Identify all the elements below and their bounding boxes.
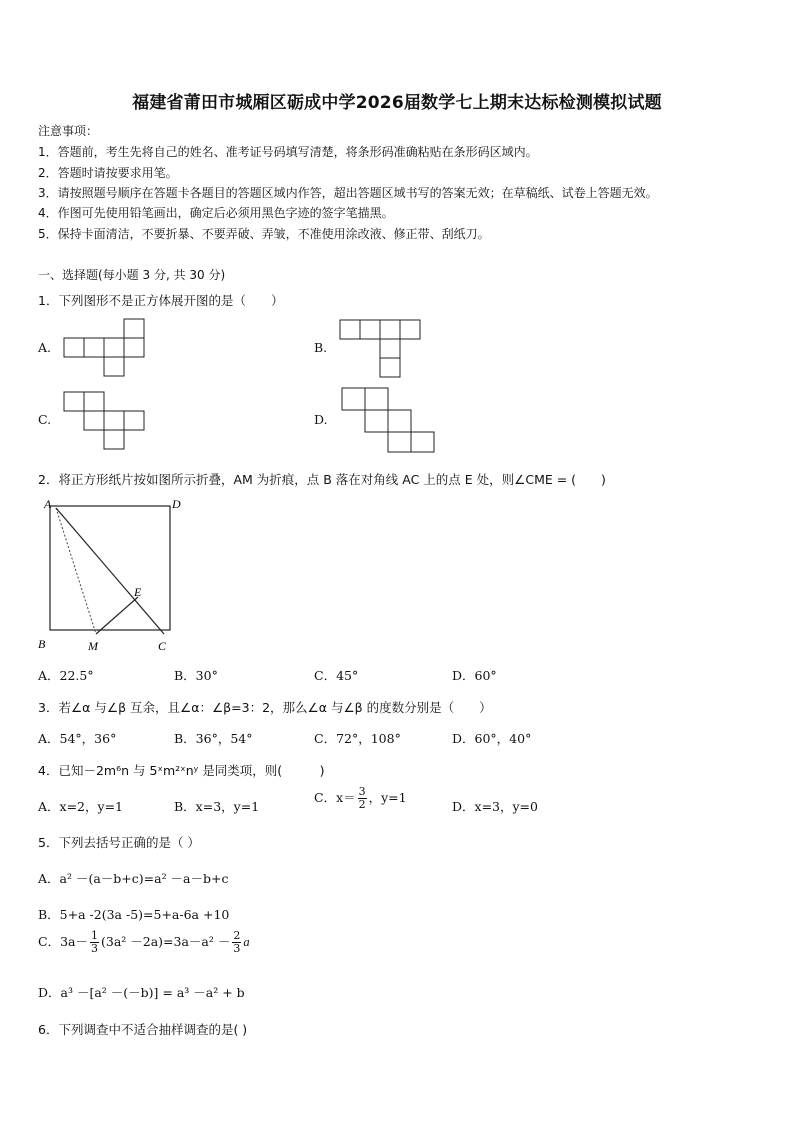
q4-option-d: D．x=3，y=0 (452, 799, 538, 814)
notice-item: 2．答题时请按要求用笔。 (38, 166, 178, 180)
q1-net-b (336, 316, 426, 380)
notice-item: 4．作图可先使用铅笔画出，确定后必须用黑色字迹的签字笔描黑。 (38, 206, 394, 220)
q5-option-c: C．3a－ $\frac{1}{3}$ (3a² －2a)=3a－a² － $\frac{2}{3}$ a (38, 929, 250, 955)
question-2-text: 2．将正方形纸片按如图所示折叠，AM 为折痕，点 B 落在对角线 AC 上的点 E 处，则∠CME = ( ) (38, 472, 606, 487)
q5-option-d: D．a³ －[a² －(－b)] = a³ －a² + b (38, 985, 245, 1000)
question-1-text: 1．下列图形不是正方体展开图的是（ ） (38, 293, 284, 308)
q1-option-c-label: C. (38, 412, 52, 427)
q3-option-a: A．54°，36° (38, 731, 117, 746)
q5-option-a: A．a² －(a－b+c)=a² －a－b+c (38, 871, 229, 886)
q2-option-d: D．60° (452, 668, 497, 683)
q3-option-c: C．72°，108° (314, 731, 401, 746)
notice-item: 3．请按照题号顺序在答题卡各题目的答题区域内作答，超出答题区域书写的答案无效；在草稿纸、试卷上答题无效。 (38, 186, 658, 200)
q1-net-d (338, 385, 438, 455)
point-a-label: A (44, 497, 52, 511)
question-4-text: 4．已知－2m⁶n 与 5ˣm²ˣnʸ 是同类项，则( ) (38, 763, 325, 778)
point-b-label: B (38, 637, 46, 651)
fraction: $\frac{2}{3}$ (233, 929, 241, 955)
question-5-text: 5．下列去括号正确的是（ ） (38, 835, 200, 850)
page-title: 福建省莆田市城厢区砺成中学2026届数学七上期末达标检测模拟试题 (132, 93, 662, 113)
q4-option-b: B．x=3，y=1 (174, 799, 260, 814)
q2-option-a: A．22.5° (38, 668, 94, 683)
q1-net-c (60, 388, 150, 452)
question-6-text: 6．下列调查中不适合抽样调查的是( ) (38, 1022, 248, 1037)
question-3-text: 3．若∠α 与∠β 互余，且∠α：∠β=3：2，那么∠α 与∠β 的度数分别是（ ） (38, 700, 492, 715)
q2-square-figure (34, 494, 194, 656)
fraction: $\frac{1}{3}$ (90, 929, 98, 955)
point-c-label: C (158, 639, 167, 653)
q3-option-b: B．36°，54° (174, 731, 253, 746)
q2-option-c: C．45° (314, 668, 359, 683)
q2-option-b: B．30° (174, 668, 218, 683)
notice-item: 1．答题前，考生先将自己的姓名、准考证号码填写清楚，将条形码准确粘贴在条形码区域内。 (38, 145, 538, 159)
notice-heading: 注意事项： (38, 124, 99, 138)
q4-option-c (314, 786, 407, 811)
point-m-label: M (88, 639, 98, 653)
notice-item: 5．保持卡面清洁，不要折暴、不要弄破、弄皱，不准使用涂改液、修正带、刮纸刀。 (38, 227, 490, 241)
q1-option-a-label: A. (38, 340, 52, 355)
q5-option-b: B．5+a -2(3a -5)=5+a-6a +10 (38, 907, 230, 922)
q1-option-b-label: B. (314, 340, 328, 355)
q4-option-c-prefix: C．x＝ (314, 790, 356, 805)
q1-net-a (60, 315, 150, 379)
section-heading: 一、选择题(每小题 3 分, 共 30 分) (38, 268, 226, 282)
point-e-label: E (134, 585, 142, 599)
point-d-label: D (172, 497, 181, 511)
q1-option-d-label: D. (314, 412, 328, 427)
q4-option-c-suffix: ，y=1 (368, 790, 407, 805)
q4-option-a: A．x=2，y=1 (38, 799, 123, 814)
fraction: $\frac{3}{2}$ (358, 785, 366, 811)
q3-option-d: D．60°，40° (452, 731, 532, 746)
